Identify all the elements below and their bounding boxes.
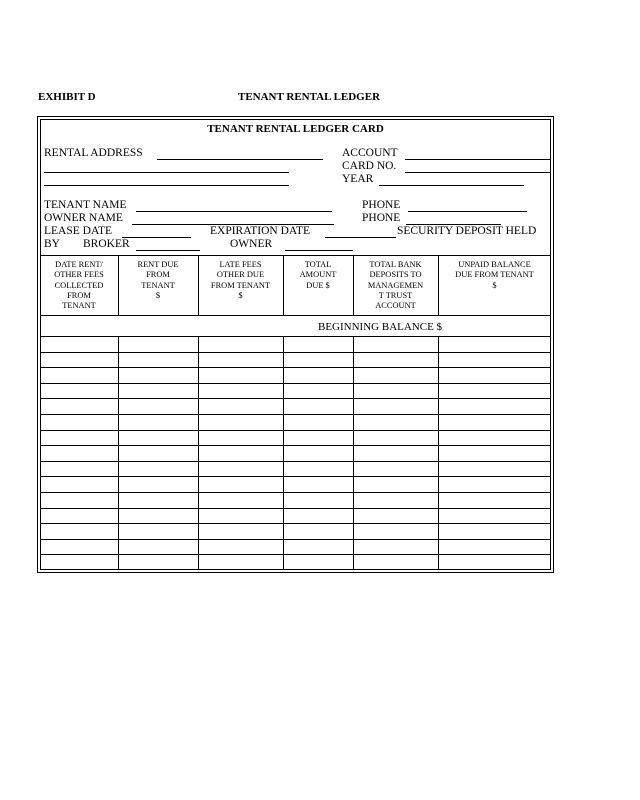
owner-field[interactable] [285, 250, 353, 251]
phone-label-1: PHONE [362, 199, 401, 211]
table-row [40, 367, 551, 368]
account-field[interactable] [405, 159, 550, 160]
table-row [40, 476, 551, 477]
header-divider [118, 255, 119, 315]
col-header-total-amount-due: TOTAL AMOUNT DUE $ [299, 260, 337, 290]
column-divider [198, 336, 199, 570]
table-row [40, 461, 551, 462]
phone-field-1[interactable] [408, 211, 527, 212]
header-divider [198, 255, 199, 315]
table-row [40, 508, 551, 509]
year-field[interactable] [379, 185, 524, 186]
header-bottom-border [40, 315, 551, 316]
table-row [40, 445, 551, 446]
column-divider [118, 336, 119, 570]
header-divider [283, 255, 284, 315]
year-label: YEAR [342, 173, 374, 185]
card-no-label: CARD NO. [342, 160, 397, 172]
header-divider [353, 255, 354, 315]
by-label: BY [44, 238, 60, 250]
security-deposit-label: SECURITY DEPOSIT HELD [397, 225, 537, 237]
expiration-date-field[interactable] [325, 237, 396, 238]
beginning-balance-label: BEGINNING BALANCE $ [318, 321, 443, 333]
card-title: TENANT RENTAL LEDGER CARD [207, 123, 384, 135]
col-header-total-bank-deposits: TOTAL BANK DEPOSITS TO MANAGEMEN T TRUST ACCOUNT [367, 260, 424, 311]
phone-label-2: PHONE [362, 212, 401, 224]
table-row [40, 352, 551, 353]
col-header-unpaid-balance: UNPAID BALANCE DUE FROM TENANT $ [455, 260, 534, 290]
table-row [40, 414, 551, 415]
col-header-date-collected: DATE RENT/ OTHER FEES COLLECTED FROM TENANT [54, 260, 104, 311]
col-header-rent-due: RENT DUE FROM TENANT $ [137, 260, 179, 300]
table-row [40, 539, 551, 540]
col-header-late-fees: LATE FEES OTHER DUE FROM TENANT $ [210, 260, 271, 300]
rental-address-field-line-2[interactable] [44, 172, 289, 173]
table-row [40, 554, 551, 555]
card-no-field[interactable] [405, 172, 550, 173]
table-top-border [40, 255, 551, 256]
rental-address-field-line-3[interactable] [44, 185, 289, 186]
account-label: ACCOUNT [342, 147, 398, 159]
expiration-date-label: EXPIRATION DATE [210, 225, 310, 237]
beginning-balance-bottom-border [40, 336, 551, 337]
owner-name-label: OWNER NAME [44, 212, 123, 224]
table-row [40, 383, 551, 384]
rental-address-field[interactable] [157, 159, 323, 160]
column-divider [283, 336, 284, 570]
ledger-card-inner-frame [40, 119, 551, 570]
table-row [40, 492, 551, 493]
column-divider [353, 336, 354, 570]
lease-date-field[interactable] [122, 237, 191, 238]
page-title: TENANT RENTAL LEDGER [238, 91, 381, 103]
lease-date-label: LEASE DATE [44, 225, 113, 237]
column-divider [438, 336, 439, 570]
table-row [40, 398, 551, 399]
table-row [40, 523, 551, 524]
exhibit-label: EXHIBIT D [38, 91, 96, 103]
rental-address-label: RENTAL ADDRESS [44, 147, 143, 159]
tenant-name-label: TENANT NAME [44, 199, 127, 211]
table-row [40, 430, 551, 431]
tenant-name-field[interactable] [136, 211, 332, 212]
broker-label: BROKER [83, 238, 130, 250]
owner-label: OWNER [230, 238, 273, 250]
header-divider [438, 255, 439, 315]
broker-field[interactable] [136, 250, 200, 251]
